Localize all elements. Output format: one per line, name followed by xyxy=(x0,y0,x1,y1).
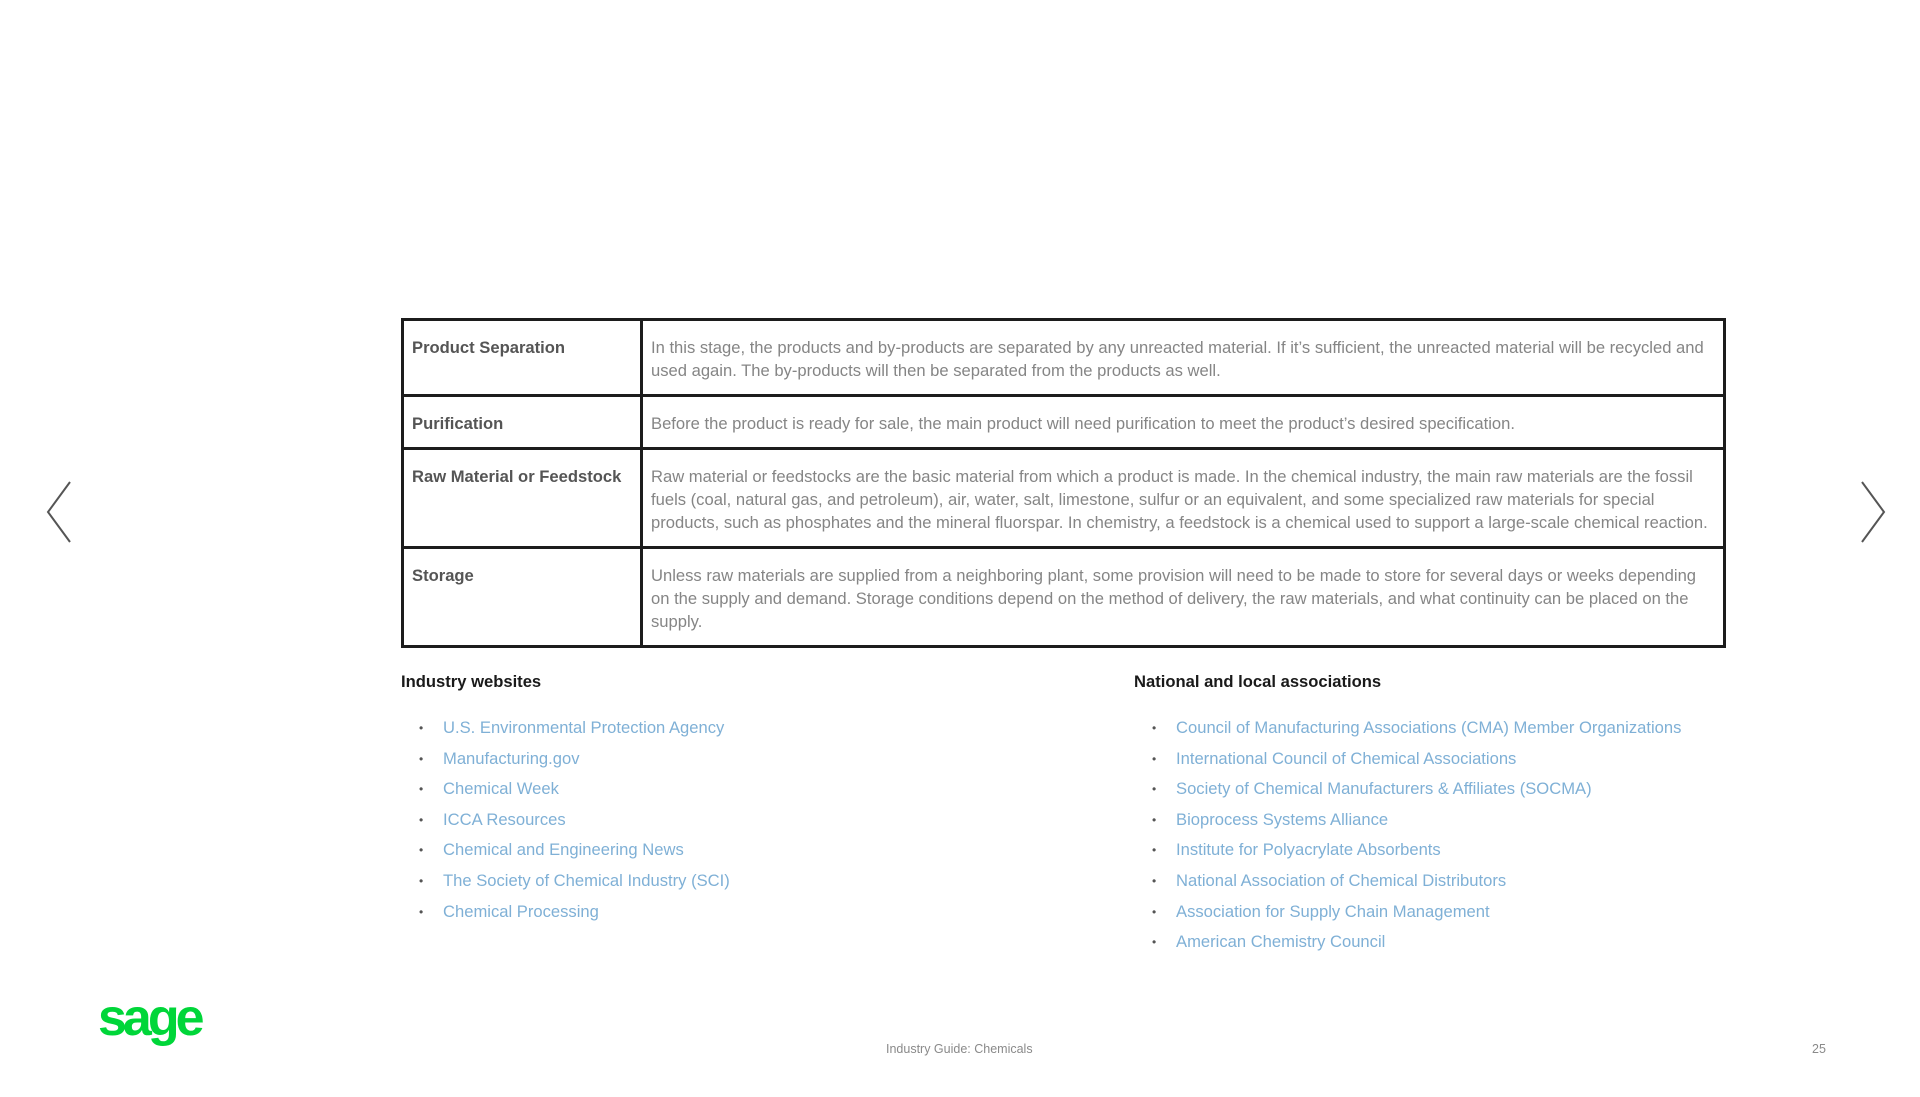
page-number: 25 xyxy=(1812,1042,1826,1056)
sage-logo: sage xyxy=(98,989,201,1047)
list-item xyxy=(401,897,1091,928)
list-item xyxy=(1134,744,1734,775)
bullet-icon: • xyxy=(419,751,424,766)
bullet-icon: • xyxy=(1152,721,1157,735)
bullet-icon: • xyxy=(419,904,424,919)
bullet-icon: • xyxy=(1152,782,1157,797)
previous-page-button[interactable] xyxy=(44,478,78,546)
link[interactable]: The Society of Chemical Industry (SCI) xyxy=(443,870,730,890)
list-item xyxy=(401,835,1091,866)
bullet-icon: • xyxy=(1152,812,1157,827)
table-row xyxy=(403,548,1725,647)
glossary-table xyxy=(401,318,1726,648)
bullet-icon: • xyxy=(419,843,424,858)
bullet-icon: • xyxy=(1152,935,1157,950)
bullet-icon: • xyxy=(419,782,424,797)
table-row xyxy=(403,396,1725,449)
term-cell: Storage xyxy=(403,548,642,647)
description-cell: Raw material or feedstocks are the basic material from which a product is made. In the chemical industry, the main raw materials are the fossil fuels (coal, natural gas, and petroleum), air, water, salt, limestone, sulfur or an equivalent, and some specialized raw materials for special products, such as phosphates and the mineral fluorspar. In chemistry, a feedstock is a chemical used to support a large-scale chemical reaction. xyxy=(642,449,1725,548)
term-cell: Purification xyxy=(403,396,642,449)
list-item xyxy=(1134,713,1734,744)
list-item xyxy=(1134,927,1734,958)
link[interactable]: Society of Chemical Manufacturers & Affiliates (SOCMA) xyxy=(1176,779,1592,799)
table-row xyxy=(403,449,1725,548)
chevron-left-icon xyxy=(44,478,78,546)
link[interactable]: National Association of Chemical Distributors xyxy=(1176,870,1507,890)
list-item xyxy=(401,805,1091,836)
link[interactable]: Council of Manufacturing Associations (CMA) Member Organizations xyxy=(1176,718,1682,737)
list-item xyxy=(1134,805,1734,836)
list-item xyxy=(1134,897,1734,928)
term-cell: Product Separation xyxy=(403,320,642,396)
list-item xyxy=(1134,835,1734,866)
section-heading: National and local associations xyxy=(1134,672,1382,691)
bullet-icon: • xyxy=(419,721,424,735)
link-list xyxy=(401,713,1091,927)
table-row xyxy=(403,320,1725,396)
description-cell: Unless raw materials are supplied from a neighboring plant, some provision will need to be made to store for several days or weeks depending on the supply and demand. Storage conditions depend on the method of delivery, the raw materials, and what continuity can be placed on the supply. xyxy=(642,548,1725,647)
list-item xyxy=(401,713,1091,744)
link[interactable]: Chemical Week xyxy=(443,779,559,799)
bullet-icon: • xyxy=(1152,843,1157,858)
link[interactable]: Institute for Polyacrylate Absorbents xyxy=(1176,840,1441,860)
list-item xyxy=(1134,866,1734,897)
link[interactable]: ICCA Resources xyxy=(443,809,566,829)
term-cell: Raw Material or Feedstock xyxy=(403,449,642,548)
list-item xyxy=(401,744,1091,775)
link[interactable]: International Council of Chemical Associations xyxy=(1176,748,1517,768)
bullet-icon: • xyxy=(1152,873,1157,888)
bullet-icon: • xyxy=(1152,751,1157,766)
link[interactable]: Bioprocess Systems Alliance xyxy=(1176,809,1389,829)
list-item xyxy=(401,774,1091,805)
footer-title: Industry Guide: Chemicals xyxy=(886,1042,1033,1056)
link[interactable]: Chemical and Engineering News xyxy=(443,840,684,860)
associations-section xyxy=(1134,669,1734,958)
link[interactable]: American Chemistry Council xyxy=(1176,932,1386,952)
link-list xyxy=(1134,713,1734,958)
link[interactable]: Association for Supply Chain Management xyxy=(1176,901,1490,921)
list-item xyxy=(1134,774,1734,805)
industry-websites-section xyxy=(401,669,1091,927)
description-cell: Before the product is ready for sale, the main product will need purification to meet the product’s desired specification. xyxy=(642,396,1725,449)
link[interactable]: U.S. Environmental Protection Agency xyxy=(443,718,725,737)
description-cell: In this stage, the products and by-products are separated by any unreacted material. If it’s sufficient, the unreacted material will be recycled and used again. The by-products will then be separated from the products as well. xyxy=(642,320,1725,396)
bullet-icon: • xyxy=(419,873,424,888)
bullet-icon: • xyxy=(419,812,424,827)
section-heading: Industry websites xyxy=(401,672,542,691)
bullet-icon: • xyxy=(1152,904,1157,919)
next-page-button[interactable] xyxy=(1854,478,1888,546)
list-item xyxy=(401,866,1091,897)
chevron-right-icon xyxy=(1854,478,1888,546)
link[interactable]: Chemical Processing xyxy=(443,901,599,921)
link[interactable]: Manufacturing.gov xyxy=(443,748,580,768)
